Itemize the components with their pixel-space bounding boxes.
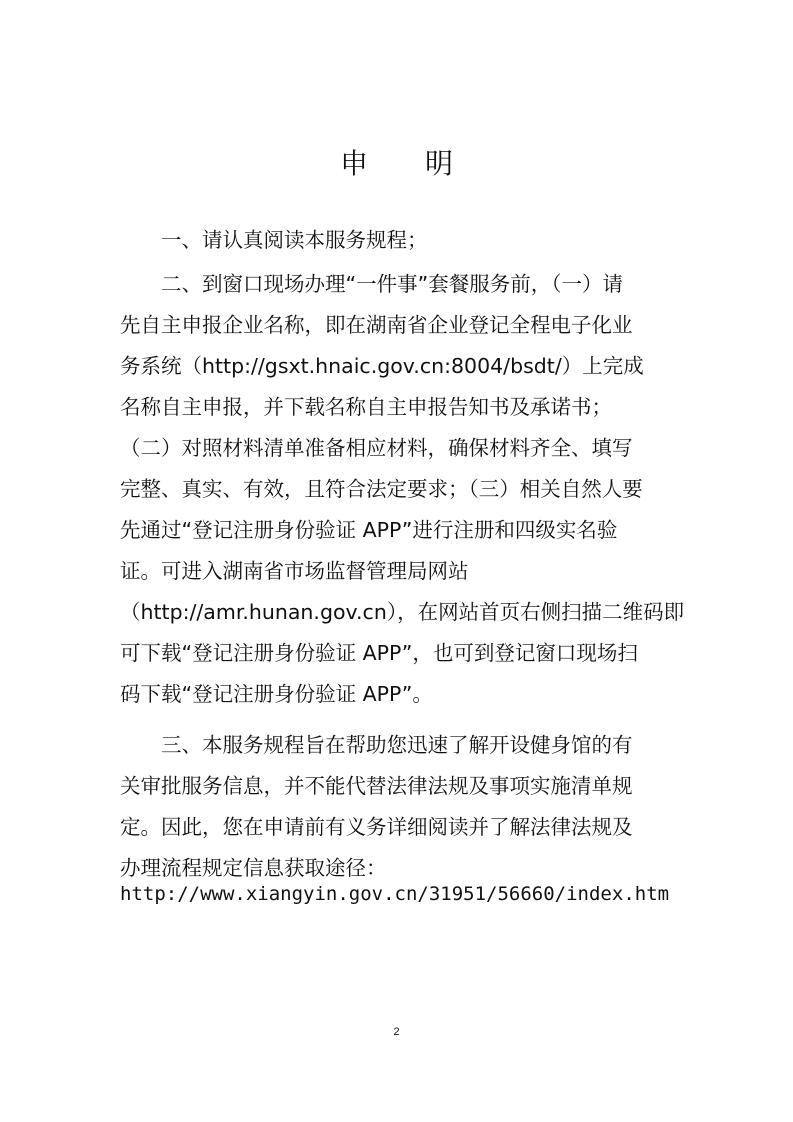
page-number: 2 (393, 1026, 400, 1038)
page-title: 申 明 (340, 147, 477, 180)
paragraph-line: 可下载“登记注册身份验证 APP”，也可到登记窗口现场扫 (120, 641, 638, 665)
paragraph-line: 关审批服务信息，并不能代替法律法规及事项实施清单规 (120, 774, 633, 798)
paragraph-line: 定。因此，您在申请前有义务详细阅读并了解法律法规及 (120, 815, 633, 839)
paragraph-line: （http://amr.hunan.gov.cn），在网站首页右侧扫描二维码即 (120, 600, 685, 624)
paragraph-line: （二）对照材料清单准备相应材料，确保材料齐全、填写 (120, 436, 633, 460)
paragraph-line: 证。可进入湖南省市场监督管理局网站 (120, 559, 469, 583)
paragraph-line: 务系统（http://gsxt.hnaic.gov.cn:8004/bsdt/）上完成 (120, 354, 644, 378)
paragraph-line: 码下载“登记注册身份验证 APP”。 (120, 682, 433, 706)
paragraph-line: 先自主申报企业名称，即在湖南省企业登记全程电子化业 (120, 313, 633, 337)
paragraph-line: 先通过“登记注册身份验证 APP”进行注册和四级实名验 (120, 518, 618, 542)
paragraph-line: 完整、真实、有效，且符合法定要求；（三）相关自然人要 (120, 477, 643, 501)
paragraph-line: 办理流程规定信息获取途径： (120, 856, 387, 880)
url-line[interactable]: http://www.xiangyin.gov.cn/31951/56660/index.htm (120, 883, 670, 905)
paragraph-line: 三、本服务规程旨在帮助您迅速了解开设健身馆的有 (120, 733, 633, 757)
paragraph-line: 二、到窗口现场办理“一件事”套餐服务前，（一）请 (120, 272, 623, 296)
paragraph-line: 一、请认真阅读本服务规程； (120, 228, 428, 252)
paragraph-line: 名称自主申报，并下载名称自主申报告知书及承诺书； (120, 395, 612, 419)
